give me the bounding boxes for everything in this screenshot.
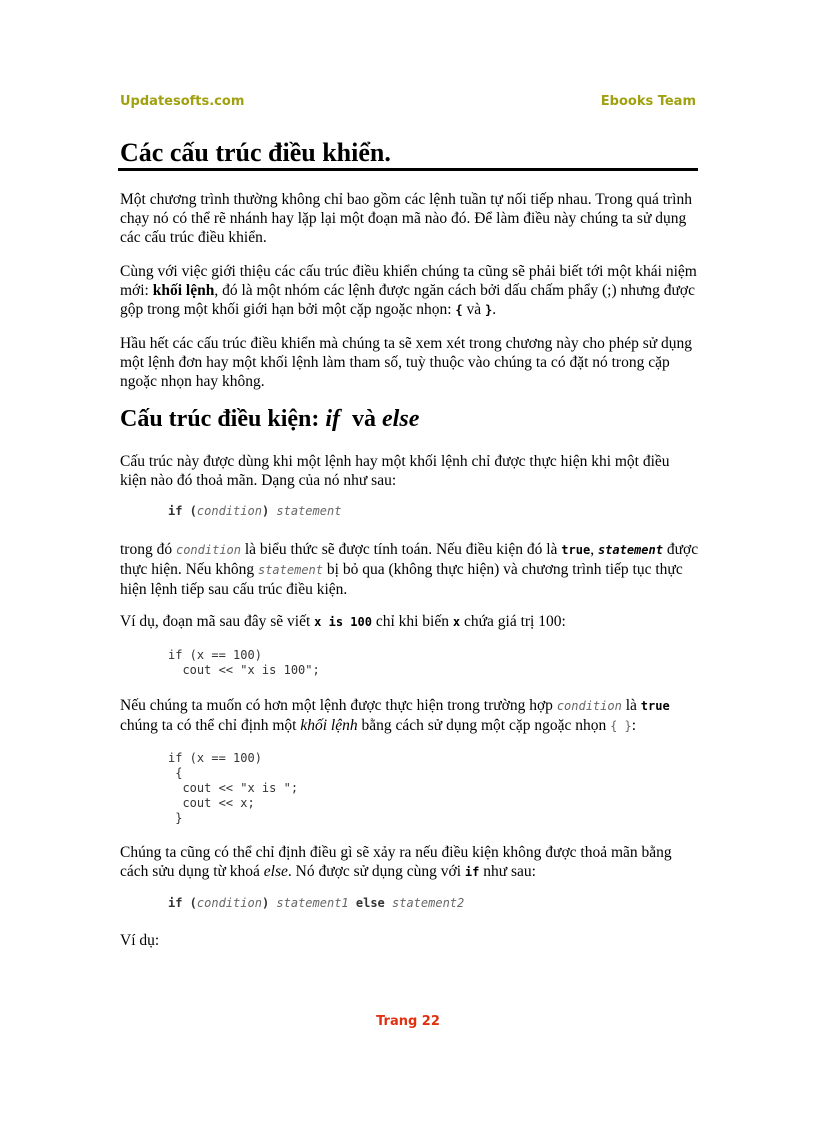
paragraph-example [120, 612, 700, 632]
paragraph-explain [120, 540, 700, 599]
italic-term: khối lệnh [300, 717, 358, 734]
text: , đó là một nhóm các lệnh được ngăn cách bởi dấu chấm phẩy (;) nhưng được gộp trong một khối giới hạn bởi một cặp ngoặc nhọn: [120, 282, 695, 318]
text: được thực hiện. Nếu không [120, 541, 699, 578]
paragraph-params: Hầu hết các cấu trúc điều khiển mà chúng ta sẽ xem xét trong chương này cho phép sử dụng một lệnh đơn hay một khối lệnh làm tham số, tuỳ thuộc vào chúng ta có đặt nó trong cặp ngoặc nhọn hay không. [120, 335, 693, 390]
paragraph-else [120, 843, 700, 882]
paren: ( [182, 504, 197, 518]
paragraph-block [120, 696, 700, 736]
placeholder-condition: condition [196, 504, 262, 518]
keyword-if: if [168, 504, 183, 518]
inline-code: x [452, 615, 461, 629]
text: là [621, 697, 641, 714]
text: và [462, 301, 486, 318]
text: như sau: [479, 863, 536, 880]
italic-else: else [263, 863, 288, 880]
text: trong đó [120, 541, 176, 558]
text: chỉ khi biến [371, 613, 453, 630]
paragraph-if-intro: Cấu trúc này được dùng khi một lệnh hay một khối lệnh chỉ được thực hiện khi một điều kiện nào đó thoả mãn. Dạng của nó như sau: [120, 453, 670, 489]
text: bằng cách sử dụng một cặp ngoặc nhọn [357, 717, 611, 734]
inline-condition: condition [556, 699, 622, 713]
text: chúng ta có thể chỉ định một [120, 717, 301, 734]
heading-text: và [340, 406, 383, 432]
placeholder-statement1: statement1 [269, 896, 349, 910]
brace-close: } [485, 303, 493, 317]
text: Nếu chúng ta muốn có hơn một lệnh được thực hiện trong trường hợp [120, 697, 557, 714]
inline-statement: statement [257, 563, 324, 577]
heading-text: Cấu trúc điều kiện: [120, 406, 326, 432]
inline-true: true [640, 699, 670, 713]
keyword-else: else [348, 896, 385, 910]
inline-statement: statement [597, 543, 663, 557]
code-example-1: if (x == 100) cout << "x is 100"; [168, 648, 320, 677]
text: chứa giá trị 100: [460, 613, 566, 630]
page-number: Trang 22 [376, 1014, 440, 1029]
text: Ví dụ, đoạn mã sau đây sẽ viết [120, 613, 315, 630]
paren: ) [261, 504, 270, 518]
paragraph-block-concept [120, 262, 700, 320]
header-site: Updatesofts.com [120, 94, 245, 109]
syntax-if-else [168, 896, 464, 911]
paren: ) [261, 896, 270, 910]
placeholder-statement2: statement2 [384, 896, 465, 910]
text: . [492, 301, 497, 318]
paren: ( [182, 896, 197, 910]
bold-term: khối lệnh [152, 282, 215, 299]
text: bị bỏ qua (không thực hiện) và chương trình tiếp tục thực hiện lệnh tiếp sau cấu trúc điều kiện. [120, 561, 683, 598]
inline-condition: condition [175, 543, 241, 557]
placeholder-statement: statement [269, 504, 342, 518]
text: : [631, 717, 637, 734]
heading-if: if [325, 406, 341, 432]
text: Cùng với việc giới thiệu các cấu trúc điều khiển chúng ta cũng sẽ phải biết tới một khái niệm mới: [120, 263, 697, 299]
inline-if: if [464, 865, 480, 879]
inline-braces: { } [610, 719, 632, 733]
code-example-2: if (x == 100) { cout << "x is "; cout << x; } [168, 751, 299, 825]
header-team: Ebooks Team [600, 94, 696, 109]
text: . Nó được sử dụng cùng với [287, 863, 465, 880]
paragraph-intro: Một chương trình thường không chỉ bao gồm các lệnh tuần tự nối tiếp nhau. Trong quá trình chạy nó có thể rẽ nhánh hay lặp lại một đoạn mã nào đó. Để làm điều này chúng ta sử dụng các cấu trúc điều khiển. [120, 191, 692, 246]
keyword-if: if [168, 896, 183, 910]
placeholder-condition: condition [196, 896, 262, 910]
inline-true: true [561, 543, 591, 557]
text: là biểu thức sẽ được tính toán. Nếu điều kiện đó là [241, 541, 562, 558]
inline-code: x is 100 [314, 615, 372, 629]
text: Chúng ta cũng có thể chỉ định điều gì sẽ xảy ra nếu điều kiện không được thoả mãn bằng cách sửu dụng từ khoá [120, 844, 672, 880]
text: , [590, 541, 598, 558]
section-heading [120, 406, 419, 433]
brace-open: { [455, 303, 463, 317]
paragraph-example-label: Ví dụ: [120, 932, 160, 949]
heading-else: else [382, 406, 420, 432]
title-rule [118, 168, 698, 171]
syntax-if [168, 504, 341, 519]
page-title: Các cấu trúc điều khiển. [120, 138, 391, 167]
